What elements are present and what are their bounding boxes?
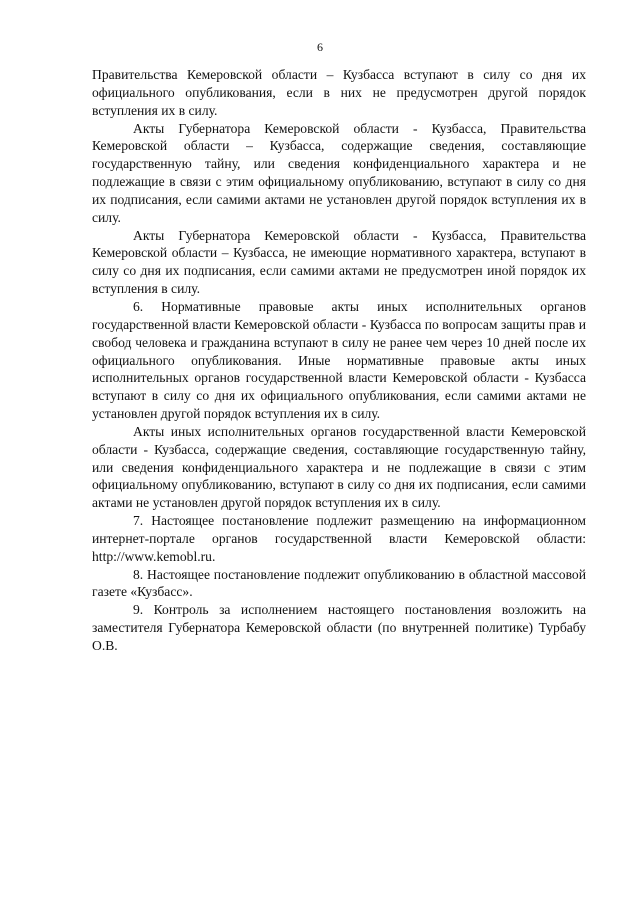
paragraph-item-8: 8. Настоящее постановление подлежит опубликованию в областной массовой газете «Кузбасс». [92, 566, 586, 600]
paragraph-classified-acts-governor: Акты Губернатора Кемеровской области - Кузбасса, Правительства Кемеровской области – Кузбасса, содержащие сведения, составляющие государственную тайну, или сведения конфиденциального характера и не подлежащие в связи с этим официальному опубликованию, вступают в силу со дня их подписания, если самими актами не установлен другой порядок вступления их в силу. [92, 120, 586, 225]
paragraph-effective-date-government: Правительства Кемеровской области – Кузбасса вступают в силу со дня их официального опубликования, если в них не предусмотрен другой порядок вступления их в силу. [92, 67, 586, 118]
paragraph-item-6: 6. Нормативные правовые акты иных исполнительных органов государственной власти Кемеровской области - Кузбасса по вопросам защиты прав и свобод человека и гражданина вступают в силу не ранее чем через 10 дней после их официального опубликования. Иные нормативные правовые акты иных исполнительных органов государственной власти Кемеровской области - Кузбасса вступают в силу со дня их официального опубликования, если самими актами не установлен другой порядок вступления их в силу. [92, 298, 586, 422]
paragraph-classified-acts-executive: Акты иных исполнительных органов государственной власти Кемеровской области - Кузбасса, содержащие сведения, составляющие государственную тайну, или сведения конфиденциального характера и не подлежащие в связи с этим официальному опубликованию, вступают в силу со дня их подписания, если самими актами не установлен другой порядок вступления их в силу. [92, 423, 586, 511]
page-number: 6 [317, 40, 323, 54]
paragraph-item-7: 7. Настоящее постановление подлежит размещению на информационном интернет-портале органов государственной власти Кемеровской области: http://www.kemobl.ru. [92, 513, 586, 564]
paragraph-non-normative-acts: Акты Губернатора Кемеровской области - Кузбасса, Правительства Кемеровской области – Кузбасса, не имеющие нормативного характера, вступают в силу со дня их подписания, если самими актами не предусмотрен иной порядок их вступления в силу. [92, 227, 586, 297]
paragraph-item-9: 9. Контроль за исполнением настоящего постановления возложить на заместителя Губернатора Кемеровской области (по внутренней политике) Турбабу О.В. [92, 602, 586, 653]
document-body [92, 66, 586, 655]
